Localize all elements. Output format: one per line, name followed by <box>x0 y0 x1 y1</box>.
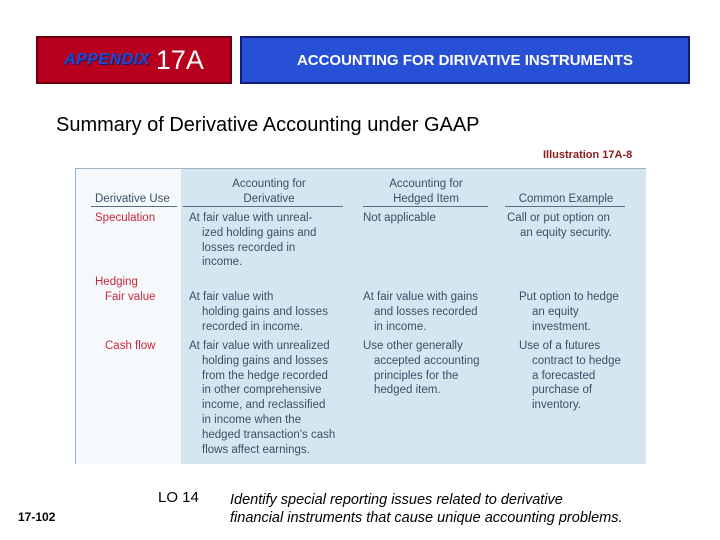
speculation-example-text: Call or put option on an equity security. <box>507 212 612 239</box>
learning-objective-number: LO 14 <box>158 489 199 506</box>
header-rule <box>363 206 488 207</box>
appendix-word: APPENDIX <box>64 51 150 68</box>
illustration-label: Illustration 17A-8 <box>543 149 633 161</box>
fair-value-example-text: Put option to hedge an equity investment. <box>519 291 619 333</box>
cash-flow-hedged-text: Use other generally accepted accounting principles for the hedged item. <box>363 340 480 397</box>
header-accounting-derivative: Accounting for Derivative <box>232 178 306 205</box>
learning-objective-text: Identify special reporting issues related to derivative financial instruments that cause unique accounting problems. <box>230 492 623 526</box>
speculation-derivative-text: At fair value with unreal- ized holding gains and losses recorded in income. <box>189 212 317 269</box>
header-common-example: Common Example <box>518 193 614 205</box>
row-label-fair-value: Fair value <box>105 291 156 303</box>
slide-title: ACCOUNTING FOR DIRIVATIVE INSTRUMENTS <box>296 51 634 69</box>
header-derivative-use: Derivative Use <box>95 193 170 205</box>
header-rule <box>91 206 177 207</box>
appendix-label-box <box>36 36 232 84</box>
row-label-speculation: Speculation <box>95 212 156 224</box>
appendix-number: 17A <box>155 44 204 75</box>
header-rule <box>505 206 625 207</box>
header-rule <box>183 206 343 207</box>
fair-value-hedged-text: At fair value with gains and losses recorded in income. <box>363 291 479 333</box>
header-accounting-hedged-item: Accounting for Hedged Item <box>389 178 463 205</box>
row-label-cash-flow: Cash flow <box>105 340 156 352</box>
cash-flow-derivative-text: At fair value with unrealized holding gains and losses from the hedge recorded in other comprehensive income, and reclassified in income when the hedged transaction's cash flows affect earnings. <box>189 340 336 456</box>
fair-value-derivative-text: At fair value with holding gains and losses recorded in income. <box>189 291 328 333</box>
page-number: 17-102 <box>18 510 56 524</box>
speculation-hedged-text: Not applicable <box>363 212 436 224</box>
cash-flow-example-text: Use of a futures contract to hedge a forecasted purchase of inventory. <box>519 340 621 412</box>
row-label-hedging: Hedging <box>95 276 138 288</box>
slide-subtitle: Summary of Derivative Accounting under GAAP <box>56 114 480 136</box>
derivative-summary-table <box>75 168 646 464</box>
title-box <box>240 36 690 84</box>
